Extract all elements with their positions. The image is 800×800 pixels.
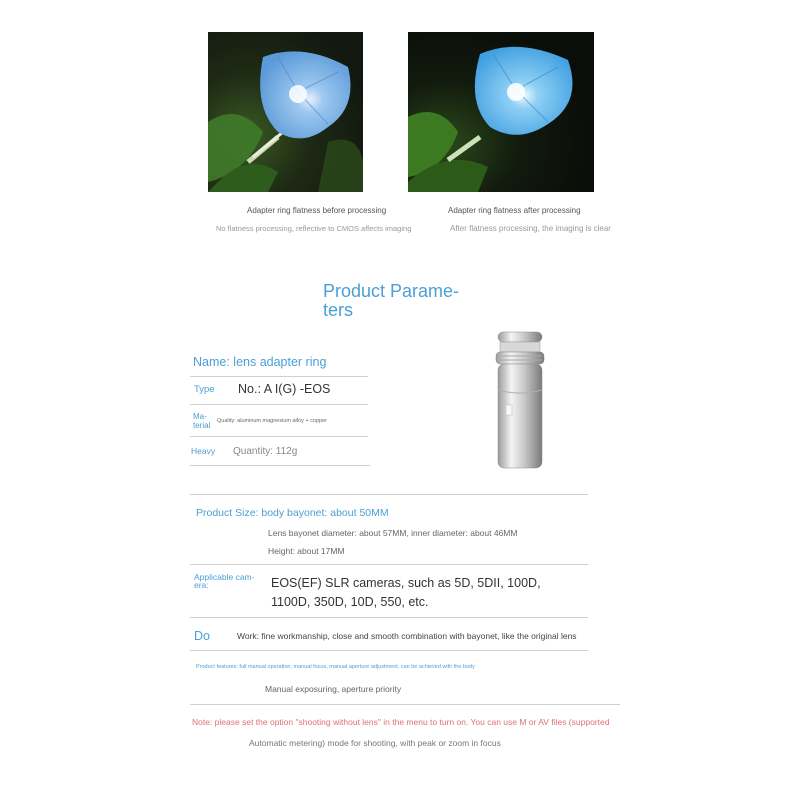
camera-label-line-1: Applicable cam- (194, 572, 255, 582)
after-caption: Adapter ring flatness after processing (448, 206, 581, 215)
heavy-value: Quantity: 112g (233, 446, 298, 457)
note-line-2: Automatic metering) mode for shooting, with peak or zoom in focus (249, 738, 501, 748)
divider-8 (190, 650, 588, 651)
before-processing-photo (208, 32, 363, 192)
size-title: Product Size: body bayonet: about 50MM (196, 507, 389, 519)
heavy-label: Heavy (191, 446, 216, 456)
camera-label-line-2: era: (194, 580, 209, 590)
heading-line-1: Product Parame- (323, 281, 460, 301)
type-label: Type (194, 384, 215, 395)
after-subcaption: After flatness processing, the imaging is clear (450, 224, 611, 233)
divider-3 (190, 436, 368, 437)
section-heading (323, 282, 459, 320)
divider-6 (190, 564, 588, 565)
after-processing-photo (408, 32, 594, 192)
features-line: Product features: full manual operation, manual focus, manual aperture adjustment, can be achieved with the body (196, 664, 475, 670)
note-line-1: Note: please set the option "shooting without lens" in the menu to turn on. You can use M or AV files (supported (192, 717, 610, 727)
before-subcaption: No flatness processing, reflective to CMOS affects imaging (216, 224, 412, 233)
size-line-2: Height: about 17MM (268, 546, 345, 556)
type-value: No.: A I(G) -EOS (238, 382, 331, 396)
before-caption: Adapter ring flatness before processing (247, 206, 387, 215)
divider-7 (190, 617, 588, 618)
material-label (193, 412, 210, 430)
material-value: Quality: aluminum magnesium alloy + copper (217, 418, 327, 424)
camera-label (194, 573, 254, 589)
material-label-line-1: Ma- (193, 412, 207, 421)
product-name: Name: lens adapter ring (193, 355, 327, 369)
features-line-2: Manual exposuring, aperture priority (265, 684, 402, 694)
size-line-1: Lens bayonet diameter: about 57MM, inner diameter: about 46MM (268, 528, 518, 538)
adapter-ring-image (490, 330, 550, 475)
divider-2 (190, 404, 368, 405)
do-value: Work: fine workmanship, close and smooth combination with bayonet, like the original lens (237, 631, 577, 641)
camera-line-2: 1100D, 350D, 10D, 550, etc. (271, 595, 429, 609)
heading-line-2: ters (323, 300, 354, 320)
divider-5 (190, 494, 588, 495)
divider-1 (190, 376, 368, 377)
material-label-line-2: terial (193, 421, 211, 430)
divider-9 (190, 704, 620, 705)
camera-line-1: EOS(EF) SLR cameras, such as 5D, 5DII, 100D, (271, 576, 541, 590)
divider-4 (190, 465, 370, 466)
do-label: Do (194, 629, 210, 643)
